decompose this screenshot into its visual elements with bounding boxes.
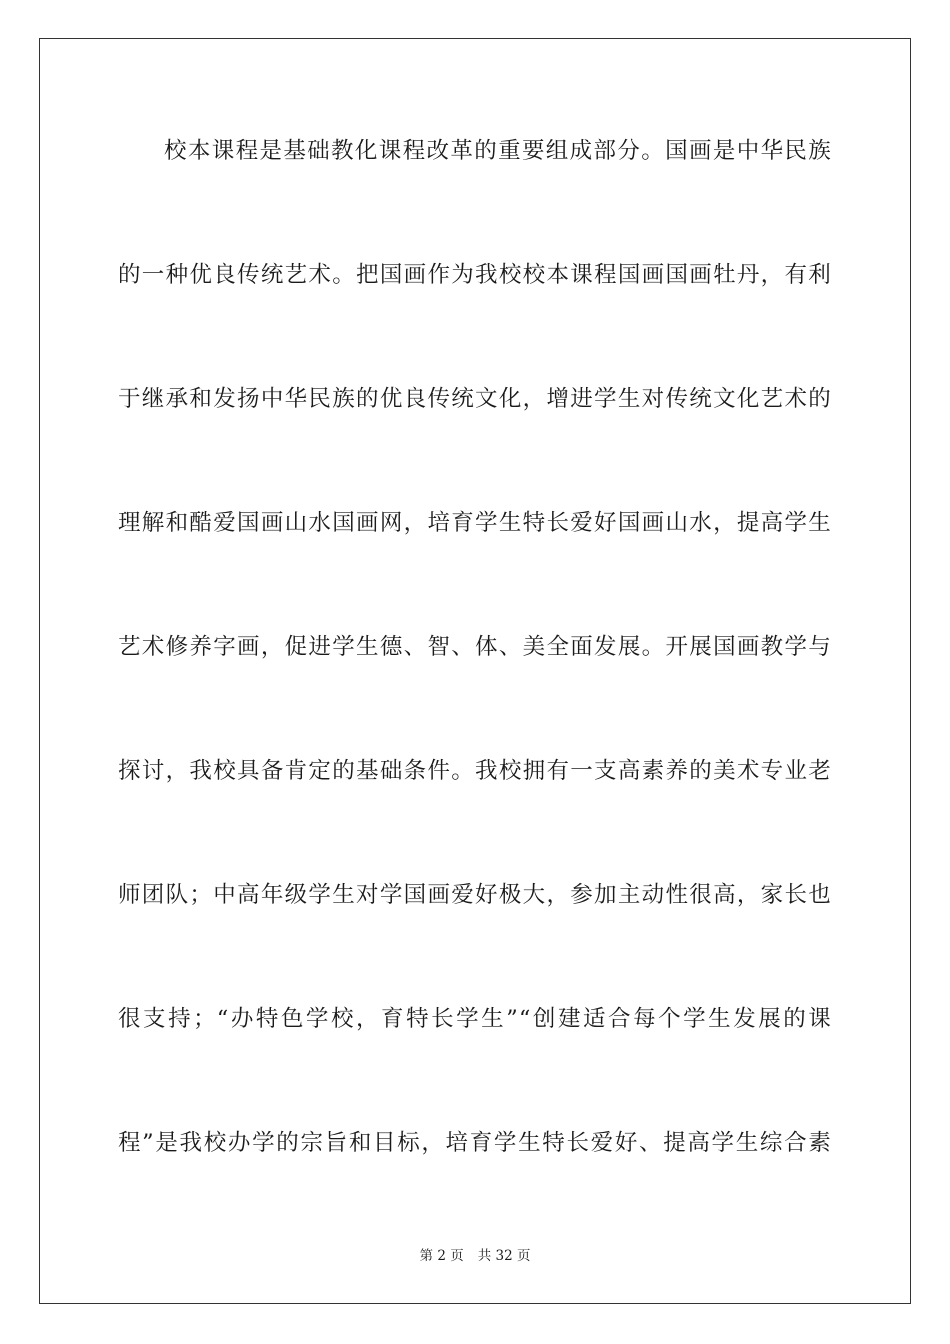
page-footer <box>0 1246 950 1266</box>
text-line: 理解和酷爱国画山水国画网，培育学生特长爱好国画山水，提高学生 <box>118 510 832 536</box>
page-total: 共 32 页 <box>477 1248 531 1264</box>
document-body <box>118 126 832 1242</box>
text-line: 艺术修养字画，促进学生德、智、体、美全面发展。开展国画教学与 <box>118 634 832 660</box>
text-line: 于继承和发扬中华民族的优良传统文化，增进学生对传统文化艺术的 <box>118 386 832 412</box>
page-number: 第 2 页 <box>419 1248 464 1264</box>
text-line: 探讨，我校具备肯定的基础条件。我校拥有一支高素养的美术专业老 <box>118 758 832 784</box>
text-line: 师团队；中高年级学生对学国画爱好极大，参加主动性很高，家长也 <box>118 882 832 908</box>
text-line: 的一种优良传统艺术。把国画作为我校校本课程国画国画牡丹，有利 <box>118 262 832 288</box>
text-line: 程”是我校办学的宗旨和目标，培育学生特长爱好、提高学生综合素 <box>118 1130 832 1156</box>
text-line: 校本课程是基础教化课程改革的重要组成部分。国画是中华民族 <box>164 138 832 164</box>
text-line: 很支持；“办特色学校，育特长学生”“创建适合每个学生发展的课 <box>118 1006 832 1032</box>
